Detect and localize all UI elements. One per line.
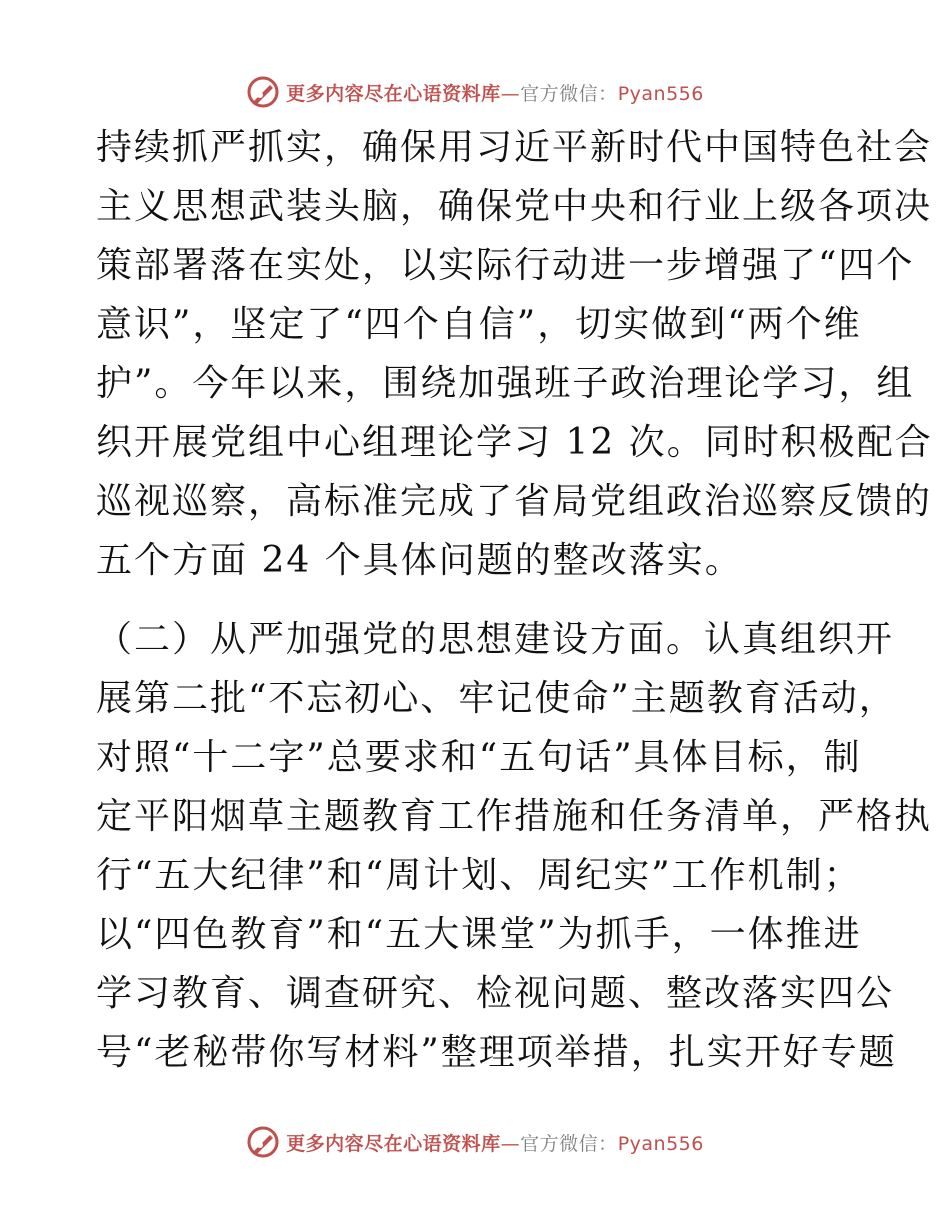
text-line: 持续抓严抓实，确保用习近平新时代中国特色社会 xyxy=(96,127,933,168)
text-line: 对照“十二字”总要求和“五句话”具体目标，制 xyxy=(96,737,862,778)
text-line: 织开展党组中心组理论学习 12 次。同时积极配合 xyxy=(96,422,933,463)
text-line: 主义思想武装头脑，确保党中央和行业上级各项决 xyxy=(96,186,933,227)
text-line: 定平阳烟草主题教育工作措施和任务清单，严格执 xyxy=(96,796,933,837)
watermark-dash: — xyxy=(500,82,521,105)
paragraph-2 xyxy=(96,610,933,1082)
watermark-wechat-id: Pyan556 xyxy=(617,82,704,105)
text-line: 五个方面 24 个具体问题的整改落实。 xyxy=(96,540,743,581)
text-line: 号“老秘带你写材料”整理项举措，扎实开好专题 xyxy=(96,1032,897,1073)
header-watermark xyxy=(0,72,950,112)
watermark-text xyxy=(286,1129,704,1156)
text-line: 行“五大纪律”和“周计划、周纪实”工作机制； xyxy=(96,855,862,896)
text-line: 学习教育、调查研究、检视问题、整改落实四公 xyxy=(96,973,895,1014)
paragraph-gap xyxy=(96,590,856,610)
watermark-text xyxy=(286,79,704,106)
footer-watermark xyxy=(0,1122,950,1162)
text-line: （二）从严加强党的思想建设方面。认真组织开 xyxy=(96,619,895,660)
watermark-wechat-id: Pyan556 xyxy=(617,1132,704,1155)
watermark-main: 更多内容尽在心语资料库 xyxy=(286,82,501,105)
watermark-main: 更多内容尽在心语资料库 xyxy=(286,1132,501,1155)
text-line: 策部署落在实处，以实际行动进一步增强了“四个 xyxy=(96,245,915,286)
text-line: 护”。今年以来，围绕加强班子政治理论学习，组 xyxy=(96,363,915,404)
logo-pen-circle-icon xyxy=(246,1125,280,1159)
watermark-label: 官方微信： xyxy=(520,1132,618,1155)
document-body xyxy=(96,118,933,1082)
text-line: 巡视巡察，高标准完成了省局党组政治巡察反馈的 xyxy=(96,481,933,522)
logo-pen-circle-icon xyxy=(246,75,280,109)
watermark-label: 官方微信： xyxy=(520,82,618,105)
text-line: 以“四色教育”和“五大课堂”为抓手，一体推进 xyxy=(96,914,862,955)
watermark-dash: — xyxy=(500,1132,521,1155)
text-line: 展第二批“不忘初心、牢记使命”主题教育活动， xyxy=(96,678,897,719)
paragraph-1 xyxy=(96,118,933,590)
text-line: 意识”，坚定了“四个自信”，切实做到“两个维 xyxy=(96,304,862,345)
